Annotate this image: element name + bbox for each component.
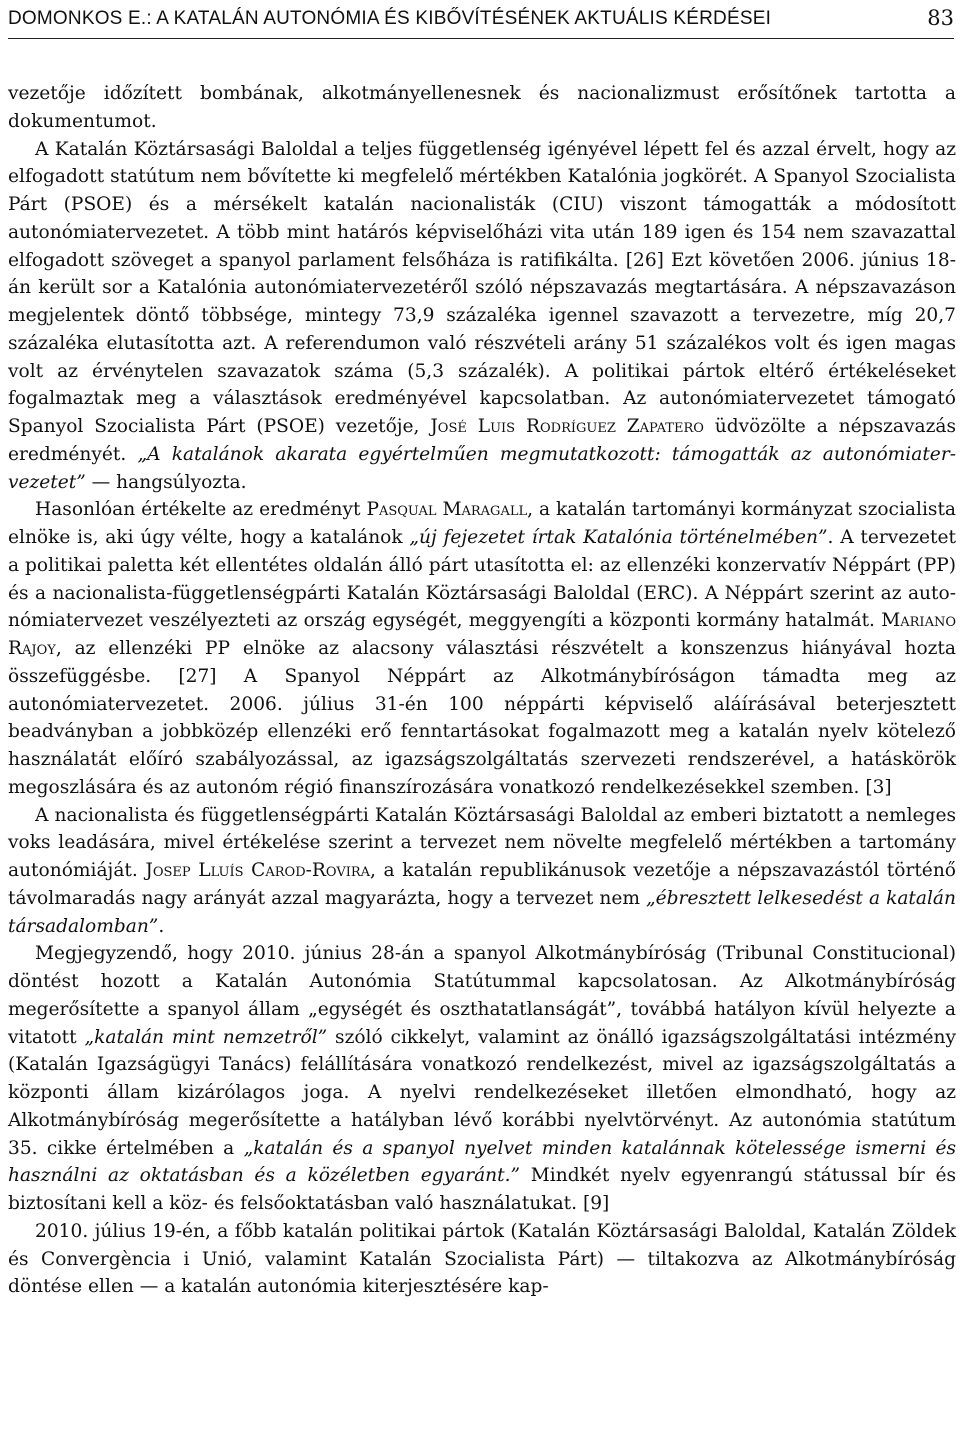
- text-run: Hasonlóan értékelte az eredményt: [35, 499, 367, 521]
- quotation: „katalán mint nemzetről”: [84, 1026, 328, 1048]
- paragraph: [8, 1218, 956, 1301]
- paragraph: [8, 80, 956, 136]
- person-name: Josep Lluís Carod-Rovira: [145, 860, 371, 881]
- person-name: José Luis Rodríguez Zapatero: [430, 416, 704, 437]
- paragraph: [8, 136, 956, 497]
- running-title: DOMONKOS E.: A KATALÁN AUTONÓMIA ÉS KIBŐVÍTÉSÉNEK AKTUÁLIS KÉRDÉSEI: [8, 8, 772, 29]
- text-run: , a katalán tartományi kormányzat szocialista elnöke is, aki úgy vélte, hogy a katalánok: [8, 499, 956, 548]
- text-run: vezetője időzített bombának, alkotmányellenesnek és nacionalizmust erősítőnek tartotta a dokumentumot.: [8, 83, 956, 132]
- quotation: „A katalánok akarata egyértelműen megmutatkozott: támogatták az autonómiatervezetet”: [8, 443, 956, 493]
- quotation: „új fejezetet írtak Katalónia történelmében”: [409, 527, 828, 548]
- page-number: 83: [927, 6, 954, 30]
- text-run: .: [158, 915, 165, 937]
- text-run: , az ellenzéki PP elnöke az alacsony választási részvételt a konszenzus hiányával hozta összefüggésbe. [27] A Spanyol Néppárt az Alkotmánybíróságon támadta meg az autonómiatervezetet. 2006. július 31-én 100 néppárti képviselő aláírásával beterjesztett beadványban a jobbközép ellenzéki erő fenntartásokat fogalmazott meg a katalán nyelv kötelező használatát előíró szabályozással, az igazságszolgáltatás szervezeti rendszerével, a hatáskörök megoszlására és az autonóm régió finanszírozására vonatkozó rendelkezésekkel szemben. [3]: [8, 638, 956, 798]
- person-name: Mariano Rajoy: [8, 610, 956, 659]
- running-header: [8, 4, 954, 39]
- paragraph: [8, 940, 956, 1218]
- text-run: Megjegyzendő, hogy 2010. június 28-án a spanyol Alkotmánybíróság (Tribunal Constitucional) döntést hozott a Katalán Autonómia Statútummal kapcsolatosan. Az Alkotmánybíróság megerősítette a spanyol állam „egységét és oszthatatlanságát”, továbbá hatályon kívül helyezte a vitatott: [8, 943, 956, 1048]
- text-run: szóló cikkelyt, valamint az önálló igazságszolgáltatási intézmény (Katalán Igazságügyi Tanács) felállítására vonatkozó rendelkezést, mivel az igazságszolgáltatás a központi állam kizárólagos joga. A nyelvi rendelkezéseket illetően elmondható, hogy az Alkotmánybíróság megerősítette a hatályban lévő korábbi nyelvtörvényt. Az autonómia statútum 35. cikke értelmében a: [8, 1026, 956, 1159]
- paragraph: [8, 496, 956, 801]
- text-run: A nacionalista és függetlenségpárti Katalán Köztársasági Baloldal az emberi biztatott a nemleges voks leadására, mivel értékelése szerint a tervezet nem növelte megfelelő mértékben a tartomány autonómiáját.: [8, 804, 956, 881]
- text-run: — hangsúlyozta.: [85, 471, 247, 493]
- body-text: [8, 80, 956, 1301]
- quotation: „katalán és a spanyol nyelvet minden katalánnak kötelessége ismerni és használni az oktatásban és a közéletben egyaránt.”: [8, 1137, 956, 1187]
- text-run: A Katalán Köztársasági Baloldal a teljes függetlenség igényével lépett fel és azzal érvelt, hogy az elfogadott statútum nem bővítette ki megfelelő mértékben Katalónia jogkörét. A Spanyol Szocialista Párt (PSOE) és a mérsékelt katalán nacionalisták (CIU) viszont támogatták a módosított autonómiatervezetet. A több mint határós képviselőházi vita után 189 igen és 154 nem szavazattal elfogadott szöveget a spanyol parlament felsőháza is ratifikálta. [26] Ezt követően 2006. június 18-án került sor a Katalónia autonómiatervezetéről szóló népszavazás megtartására. A népszavazáson megjelentek döntő többsége, mintegy 73,9 százaléka igennel szavazott a tervezetre, míg 20,7 százaléka elutasította azt. A referendumon való részvételi arány 51 százalékos volt és igen magas volt az érvénytelen szavazatok száma (5,3 százalék). A politikai pártok eltérő értékeléseket fogalmaztak meg a választások eredményével kapcsolatban. Az autonómiatervezetet támogató Spanyol Szocialista Párt (PSOE) vezetője,: [8, 138, 956, 437]
- text-run: üdvözölte a népszavazás eredményét.: [8, 416, 956, 465]
- person-name: Pasqual Maragall: [366, 499, 528, 521]
- text-run: . A tervezetet a politikai paletta két ellentétes oldalán álló párt utasította el: az ellenzéki konzervatív Néppárt (PP) és a nacionalista-függetlenségpárti Katalán Köztársasági Baloldal (ERC). A Néppárt szerint az autonómiatervezet veszélyezteti az ország egységét, meggyengíti a központi kormány hatalmát.: [8, 527, 956, 632]
- text-run: 2010. július 19-én, a főbb katalán politikai pártok (Katalán Köztársasági Baloldal, Katalán Zöldek és Convergència i Unió, valamint Katalán Szocialista Párt) — tiltakozva az Alkotmánybíróság döntése ellen — a katalán autonómia kiterjesztésére kap-: [8, 1220, 956, 1298]
- text-run: Mindkét nyelv egyenrangú státussal bír és biztosítani kell a köz- és felsőoktatásban való használatukat. [9]: [8, 1165, 956, 1214]
- paragraph: [8, 802, 956, 941]
- quotation: „ébresztett lelkesedést a katalán társadalomban”: [8, 887, 956, 937]
- text-run: , a katalán republikánusok vezetője a népszavazástól történő távolmaradás nagy arányát azzal magyarázta, hogy a tervezet nem: [8, 860, 956, 909]
